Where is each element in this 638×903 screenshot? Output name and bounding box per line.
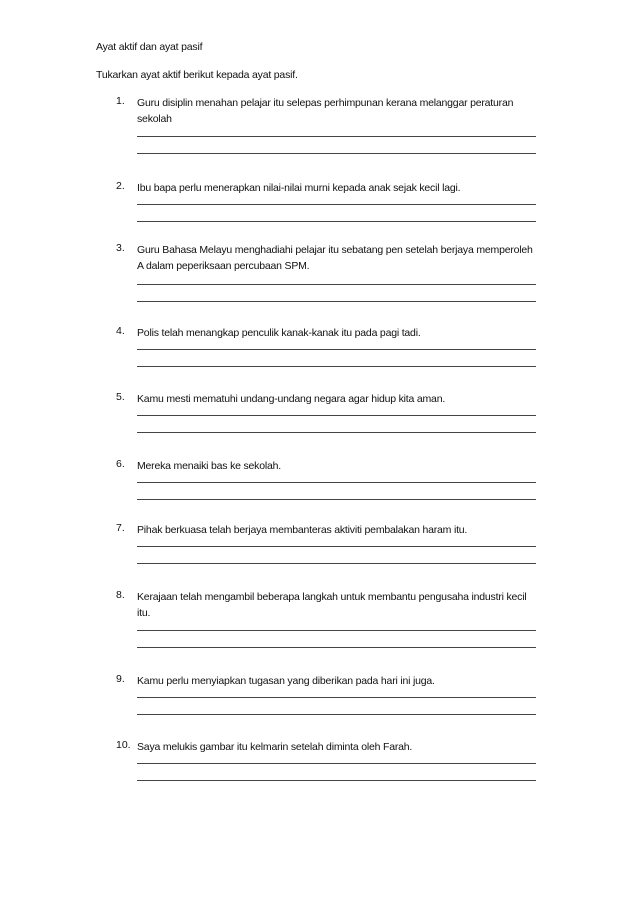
question-number: 2.	[116, 180, 125, 192]
question-text: Polis telah menangkap penculik kanak-kanak itu pada pagi tadi.	[137, 327, 421, 339]
answer-line[interactable]	[137, 349, 536, 350]
answer-line[interactable]	[137, 647, 536, 648]
answer-line[interactable]	[137, 763, 536, 764]
question-text: Kamu mesti mematuhi undang-undang negara agar hidup kita aman.	[137, 393, 446, 405]
question-number: 3.	[116, 242, 125, 254]
question-number: 6.	[116, 458, 125, 470]
question-text: Ibu bapa perlu menerapkan nilai-nilai murni kepada anak sejak kecil lagi.	[137, 182, 461, 194]
answer-line[interactable]	[137, 204, 536, 205]
answer-line[interactable]	[137, 301, 536, 302]
instruction-text: Tukarkan ayat aktif berikut kepada ayat pasif.	[96, 69, 298, 81]
answer-line[interactable]	[137, 221, 536, 222]
question-text: Mereka menaiki bas ke sekolah.	[137, 460, 281, 472]
answer-line[interactable]	[137, 432, 536, 433]
answer-line[interactable]	[137, 630, 536, 631]
question-text: Guru Bahasa Melayu menghadiahi pelajar itu sebatang pen setelah berjaya memperoleh A dalam peperiksaan percubaan SPM.	[137, 244, 533, 272]
question-number: 9.	[116, 673, 125, 685]
answer-line[interactable]	[137, 697, 536, 698]
answer-line[interactable]	[137, 499, 536, 500]
answer-line[interactable]	[137, 546, 536, 547]
question-number: 1.	[116, 95, 125, 107]
answer-line[interactable]	[137, 482, 536, 483]
answer-line[interactable]	[137, 415, 536, 416]
document-title: Ayat aktif dan ayat pasif	[96, 41, 203, 53]
question-number: 7.	[116, 522, 125, 534]
question-text: Kerajaan telah mengambil beberapa langkah untuk membantu pengusaha industri kecil itu.	[137, 591, 527, 619]
question-number: 5.	[116, 391, 125, 403]
question-text: Kamu perlu menyiapkan tugasan yang diberikan pada hari ini juga.	[137, 675, 435, 687]
answer-line[interactable]	[137, 136, 536, 137]
answer-line[interactable]	[137, 153, 536, 154]
question-number: 4.	[116, 325, 125, 337]
answer-line[interactable]	[137, 366, 536, 367]
answer-line[interactable]	[137, 714, 536, 715]
answer-line[interactable]	[137, 780, 536, 781]
question-text: Guru disiplin menahan pelajar itu selepas perhimpunan kerana melanggar peraturan sekolah	[137, 97, 514, 125]
answer-line[interactable]	[137, 563, 536, 564]
question-number: 10.	[116, 739, 131, 751]
question-text: Saya melukis gambar itu kelmarin setelah diminta oleh Farah.	[137, 741, 413, 753]
question-text: Pihak berkuasa telah berjaya membanteras aktiviti pembalakan haram itu.	[137, 524, 468, 536]
question-number: 8.	[116, 589, 125, 601]
answer-line[interactable]	[137, 284, 536, 285]
